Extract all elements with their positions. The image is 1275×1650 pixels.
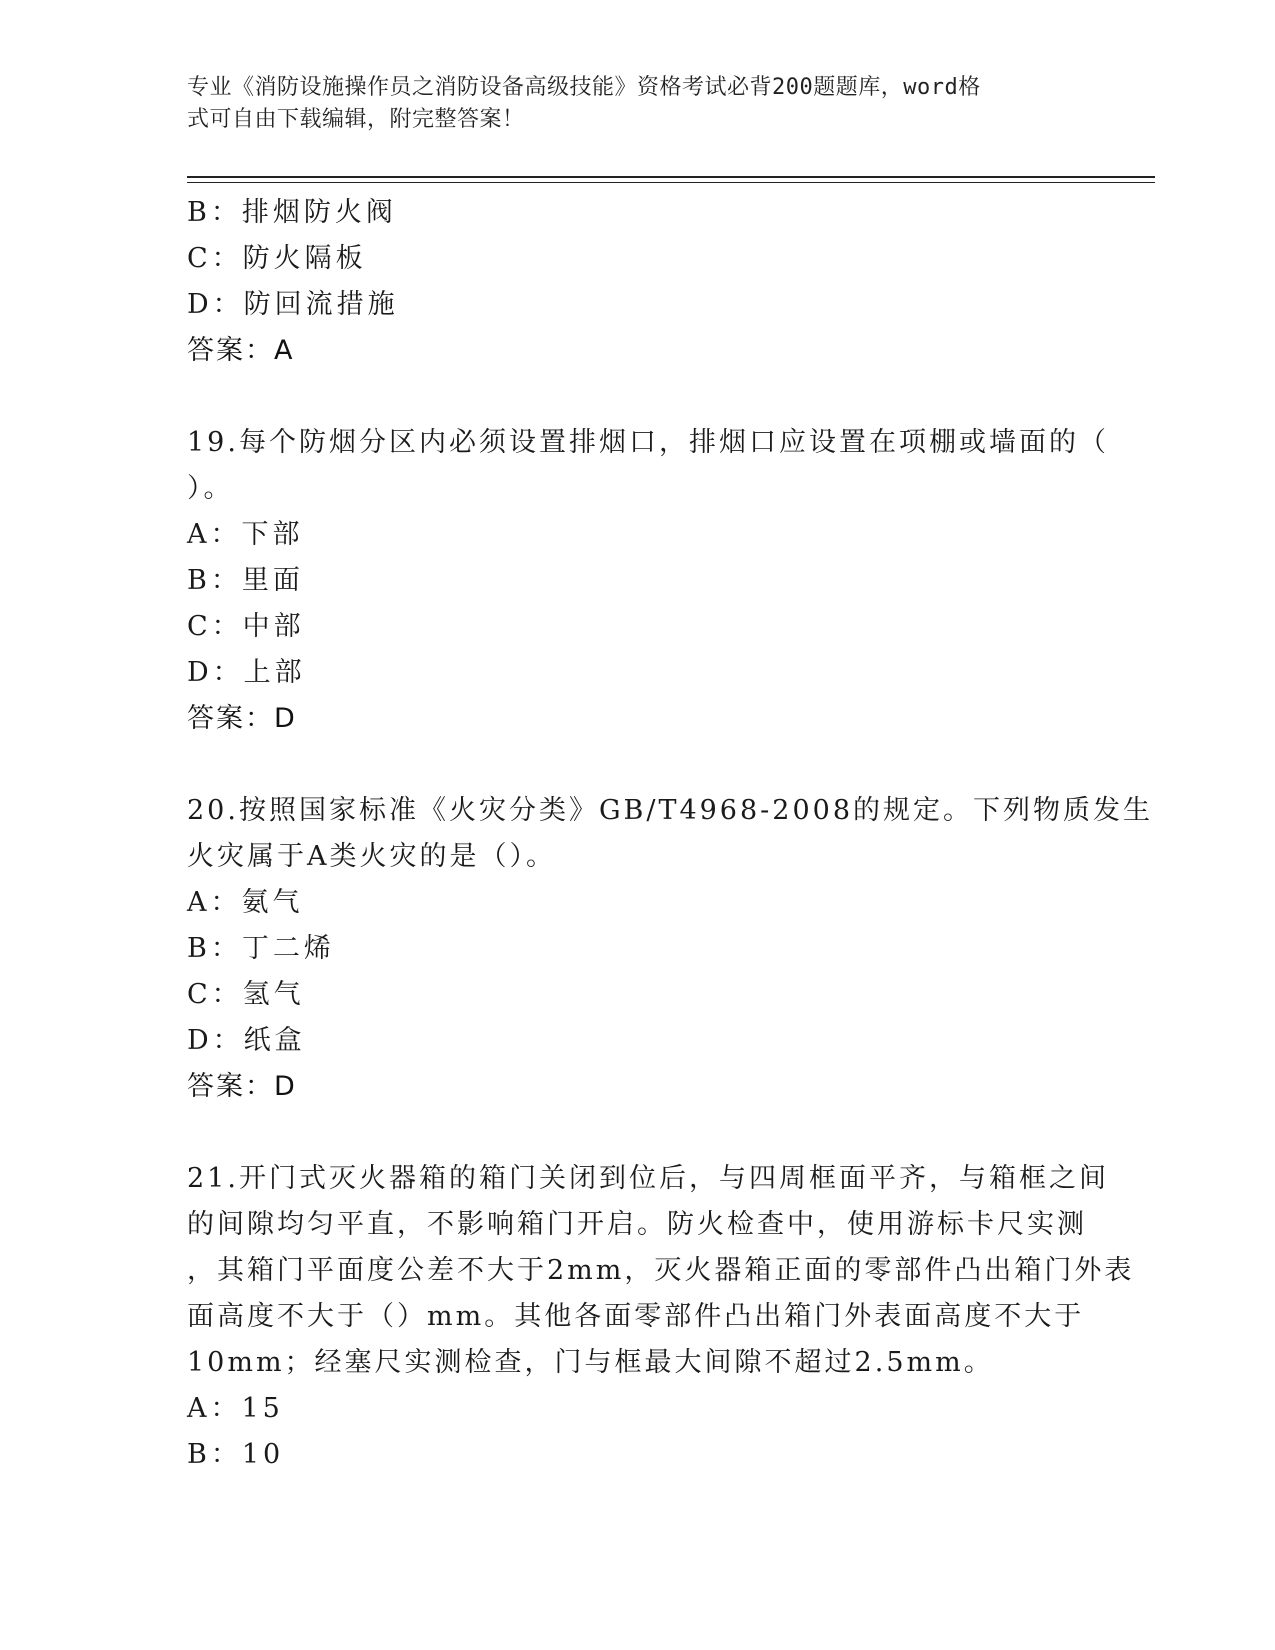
question-19 — [187, 420, 1109, 742]
option-c: C：氢气 — [187, 979, 305, 1010]
option-b: B：丁二烯 — [187, 933, 335, 964]
option-b: B：里面 — [187, 565, 304, 596]
question-text-line: 10mm；经塞尺实测检查，门与框最大间隙不超过2.5mm。 — [187, 1347, 994, 1378]
option-a: A：15 — [187, 1393, 284, 1424]
option-d: D：防回流措施 — [187, 289, 399, 320]
header-rule-thick — [187, 176, 1155, 178]
option-c: C：中部 — [187, 611, 305, 642]
option-a: A：氨气 — [187, 887, 304, 918]
question-18 — [187, 190, 1087, 374]
question-text-line: 火灾属于A类火灾的是（）。 — [187, 841, 556, 872]
header-rule-thin — [187, 182, 1155, 183]
option-a: A：下部 — [187, 519, 304, 550]
option-b: B：排烟防火阀 — [187, 197, 397, 228]
question-20 — [187, 788, 1154, 1110]
option-d: D：上部 — [187, 657, 306, 688]
answer: 答案：A — [187, 335, 295, 366]
document-header — [187, 72, 1067, 136]
option-d: D：纸盒 — [187, 1025, 306, 1056]
question-text-line: 面高度不大于（）mm。其他各面零部件凸出箱门外表面高度不大于 — [187, 1301, 1085, 1332]
answer: 答案：D — [187, 1071, 297, 1102]
question-text-line: 21.开门式灭火器箱的箱门关闭到位后，与四周框面平齐，与箱框之间 — [187, 1163, 1109, 1194]
question-text-line: 的间隙均匀平直，不影响箱门开启。防火检查中，使用游标卡尺实测 — [187, 1209, 1087, 1240]
answer: 答案：D — [187, 703, 297, 734]
header-line-1: 专业《消防设施操作员之消防设备高级技能》资格考试必背200题题库，word格 — [187, 75, 981, 100]
question-text-line: 20.按照国家标准《火灾分类》GB/T4968-2008的规定。下列物质发生 — [187, 795, 1154, 826]
header-line-2: 式可自由下载编辑，附完整答案！ — [187, 107, 525, 132]
option-c: C：防火隔板 — [187, 243, 367, 274]
question-text-line: ）。 — [187, 473, 234, 504]
question-text-line: ，其箱门平面度公差不大于2mm，灭火器箱正面的零部件凸出箱门外表 — [187, 1255, 1135, 1286]
question-text-line: 19.每个防烟分区内必须设置排烟口，排烟口应设置在项棚或墙面的（ — [187, 427, 1109, 458]
question-21 — [187, 1156, 1135, 1478]
option-b: B：10 — [187, 1439, 285, 1470]
question-list — [187, 190, 1154, 1478]
